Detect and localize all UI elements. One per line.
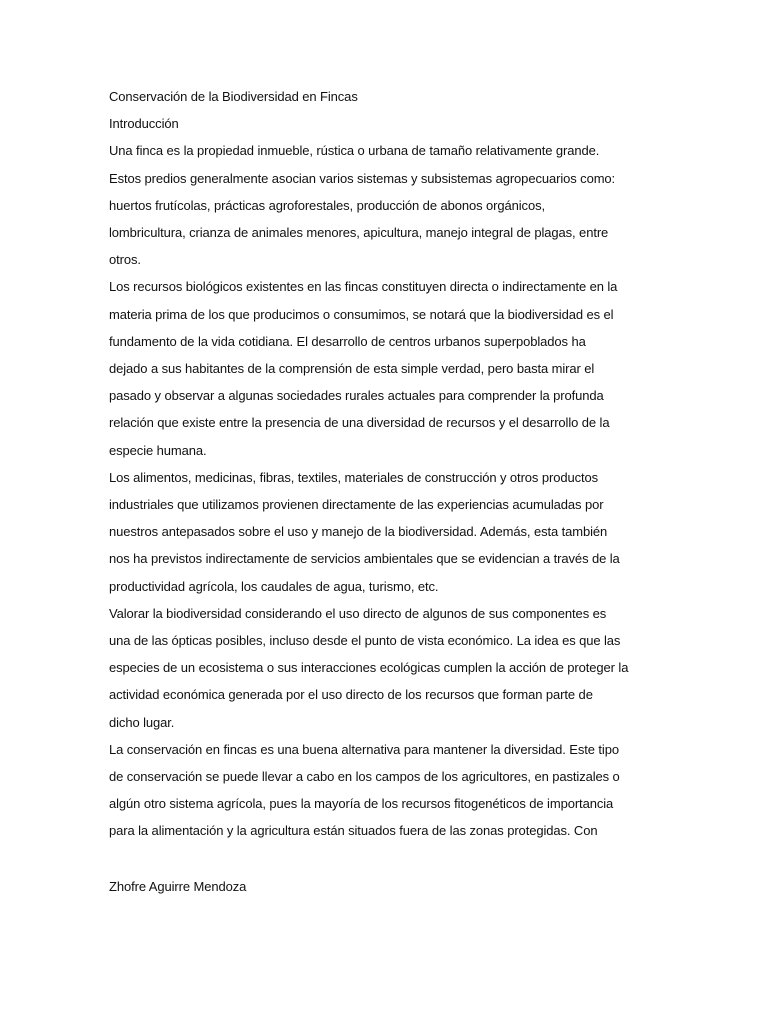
text-line: materia prima de los que producimos o consumimos, se notará que la biodiversidad es el	[109, 306, 614, 322]
text-line: pasado y observar a algunas sociedades rurales actuales para comprender la profunda	[109, 388, 604, 404]
document-body	[109, 83, 633, 845]
text-line: lombricultura, crianza de animales menores, apicultura, manejo integral de plagas, entre	[109, 225, 609, 241]
text-line: Estos predios generalmente asocian varios sistemas y subsistemas agropecuarios como:	[109, 170, 616, 186]
text-line: especies de un ecosistema o sus interacciones ecológicas cumplen la acción de proteger la	[109, 660, 629, 676]
text-line: huertos frutícolas, prácticas agroforestales, producción de abonos orgánicos,	[109, 197, 545, 213]
text-line: La conservación en fincas es una buena alternativa para mantener la diversidad. Este tipo	[109, 741, 619, 757]
text-line: nuestros antepasados sobre el uso y manejo de la biodiversidad. Además, esta también	[109, 524, 608, 540]
text-line: relación que existe entre la presencia de una diversidad de recursos y el desarrollo de la	[109, 415, 610, 431]
text-line: nos ha previstos indirectamente de servicios ambientales que se evidencian a través de la	[109, 551, 620, 567]
section-heading: Introducción	[109, 116, 179, 132]
text-line: para la alimentación y la agricultura están situados fuera de las zonas protegidas. Con	[109, 823, 598, 839]
text-line: productividad agrícola, los caudales de agua, turismo, etc.	[109, 578, 439, 594]
text-line: Valorar la biodiversidad considerando el uso directo de algunos de sus componentes es	[109, 605, 607, 621]
text-line: una de las ópticas posibles, incluso desde el punto de vista económico. La idea es que las	[109, 633, 621, 649]
text-line: dejado a sus habitantes de la comprensión de esta simple verdad, pero basta mirar el	[109, 361, 595, 377]
text-line: Los alimentos, medicinas, fibras, textiles, materiales de construcción y otros productos	[109, 469, 599, 485]
text-line: fundamento de la vida cotidiana. El desarrollo de centros urbanos superpoblados ha	[109, 333, 586, 349]
text-line: especie humana.	[109, 442, 207, 458]
text-line: de conservación se puede llevar a cabo en los campos de los agricultores, en pastizales o	[109, 769, 620, 785]
text-line: actividad económica generada por el uso directo de los recursos que forman parte de	[109, 687, 593, 703]
document-title: Conservación de la Biodiversidad en Fincas	[109, 89, 358, 104]
text-line: algún otro sistema agrícola, pues la mayoría de los recursos fitogenéticos de importancia	[109, 796, 614, 812]
text-line: Los recursos biológicos existentes en las fincas constituyen directa o indirectamente en la	[109, 279, 618, 295]
text-line: Una finca es la propiedad inmueble, rústica o urbana de tamaño relativamente grande.	[109, 143, 600, 159]
author-footer: Zhofre Aguirre Mendoza	[109, 879, 247, 894]
text-line: otros.	[109, 252, 141, 268]
text-line: industriales que utilizamos provienen directamente de las experiencias acumuladas por	[109, 497, 604, 513]
text-line: dicho lugar.	[109, 714, 175, 730]
